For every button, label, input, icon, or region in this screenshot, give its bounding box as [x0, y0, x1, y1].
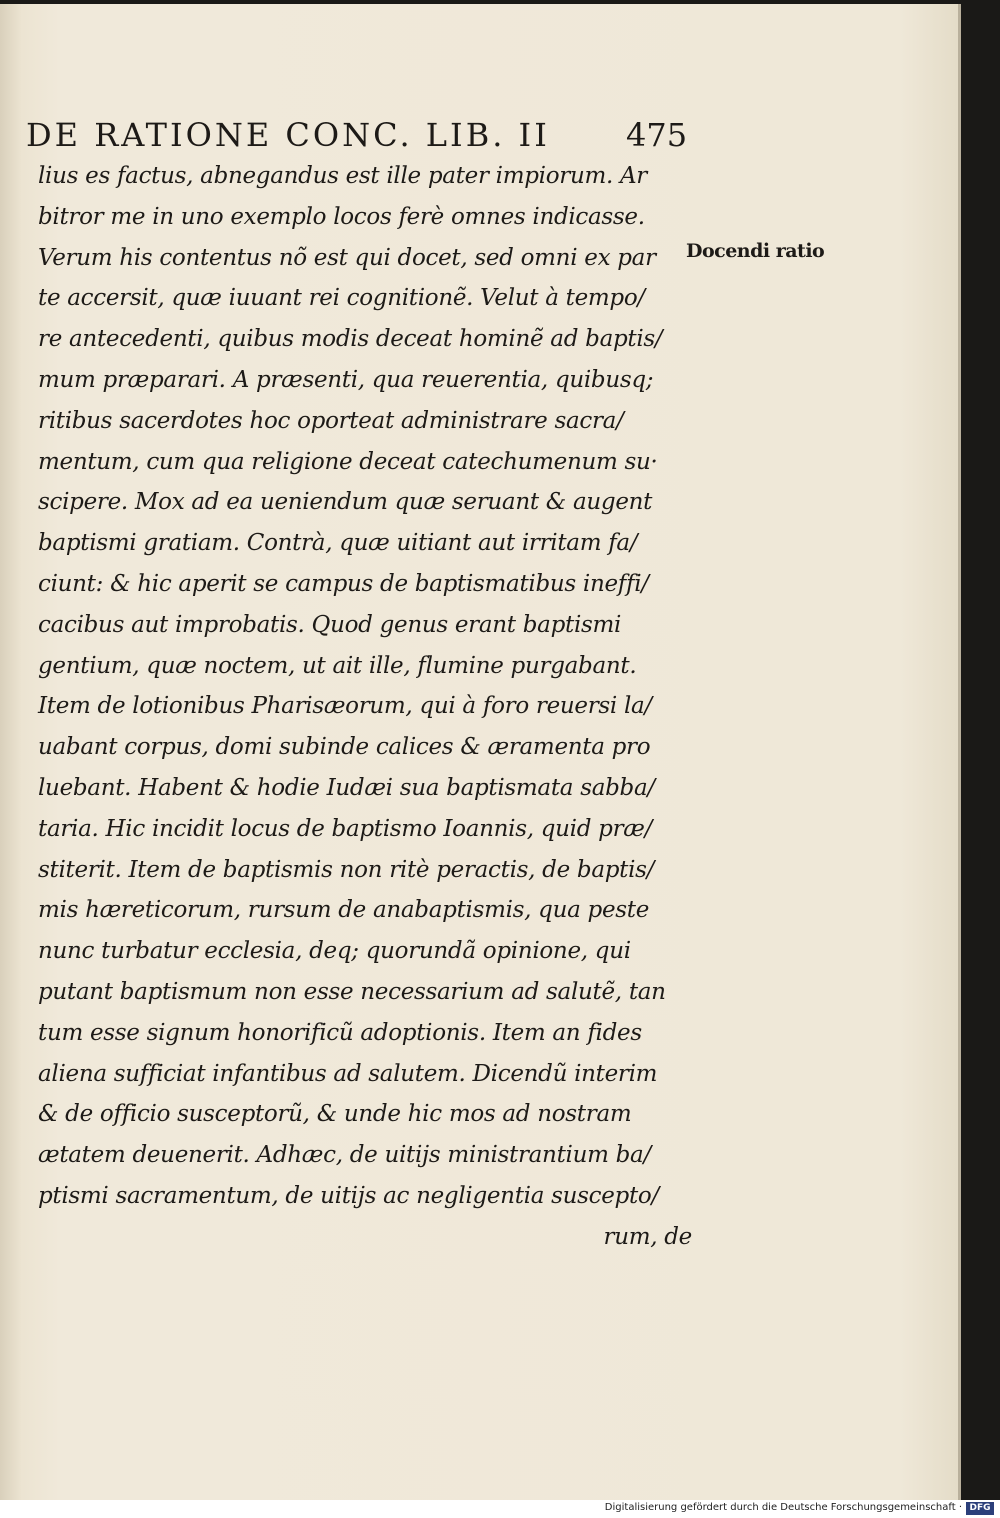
text-line: tum esse signum honorificũ adoptionis. Item an fides — [38, 1019, 642, 1046]
text-line: luebant. Habent & hodie Iudæi sua baptismata sabba/ — [38, 774, 655, 801]
text-line: uabant corpus, domi subinde calices & æramenta pro — [38, 734, 651, 761]
text-line: ætatem deuenerit. Adhæc, de uitijs ministrantium ba/ — [38, 1142, 651, 1169]
text-line: scipere. Mox ad ea ueniendum quæ seruant & augent — [38, 489, 653, 516]
text-line: taria. Hic incidit locus de baptismo Ioannis, quid præ/ — [38, 815, 653, 842]
body-text — [38, 156, 698, 1258]
page-number: 475 — [626, 116, 688, 154]
text-line: cacibus aut improbatis. Quod genus erant baptismi — [38, 611, 622, 638]
text-line: ritibus sacerdotes hoc oporteat administrare sacra/ — [38, 407, 624, 434]
text-line: lius es factus, abnegandus est ille pater impiorum. Ar — [38, 163, 648, 189]
text-line: aliena sufficiat infantibus ad salutem. Dicendũ interim — [38, 1060, 658, 1087]
text-line: mum præparari. A præsenti, qua reuerentia, quibusq; — [38, 366, 654, 393]
running-header — [26, 116, 686, 154]
catchword: rum, de — [603, 1223, 692, 1250]
text-line: stiterit. Item de baptismis non ritè peractis, de baptis/ — [38, 856, 655, 883]
text-line: nunc turbatur ecclesia, deq; quorundã opinione, qui — [38, 938, 631, 965]
text-line: mentum, cum qua religione deceat catechumenum su· — [38, 448, 658, 475]
text-line: baptismi gratiam. Contrà, quæ uitiant aut irritam fa/ — [38, 530, 638, 557]
text-line: bitror me in uno exemplo locos ferè omnes indicasse. — [38, 203, 645, 230]
text-line: putant baptismum non esse necessarium ad salutẽ, tan — [38, 978, 666, 1005]
funding-credit: Digitalisierung gefördert durch die Deutsche Forschungsgemeinschaft · — [604, 1502, 962, 1513]
running-title: DE RATIONE CONC. LIB. II — [26, 116, 550, 154]
text-line: Verum his contentus nõ est qui docet, sed omni ex par — [38, 244, 656, 271]
text-line: ptismi sacramentum, de uitijs ac negligentia suscepto/ — [38, 1182, 659, 1209]
margin-note: Docendi ratio — [686, 240, 825, 262]
footer-bar — [0, 1500, 1000, 1518]
text-line: ciunt: & hic aperit se campus de baptismatibus ineffi/ — [38, 570, 649, 597]
text-line: gentium, quæ noctem, ut ait ille, flumine purgabant. — [38, 652, 637, 679]
dfg-logo: DFG — [966, 1502, 994, 1515]
text-line: te accersit, quæ iuuant rei cognitionẽ. Velut à tempo/ — [38, 285, 645, 312]
text-line: Item de lotionibus Pharisæorum, qui à foro reuersi la/ — [38, 693, 652, 720]
text-line: re antecedenti, quibus modis deceat hominẽ ad baptis/ — [38, 326, 663, 353]
book-page — [0, 4, 961, 1500]
text-line: mis hæreticorum, rursum de anabaptismis, qua peste — [38, 897, 650, 924]
text-line: & de officio susceptorũ, & unde hic mos ad nostram — [38, 1101, 632, 1128]
